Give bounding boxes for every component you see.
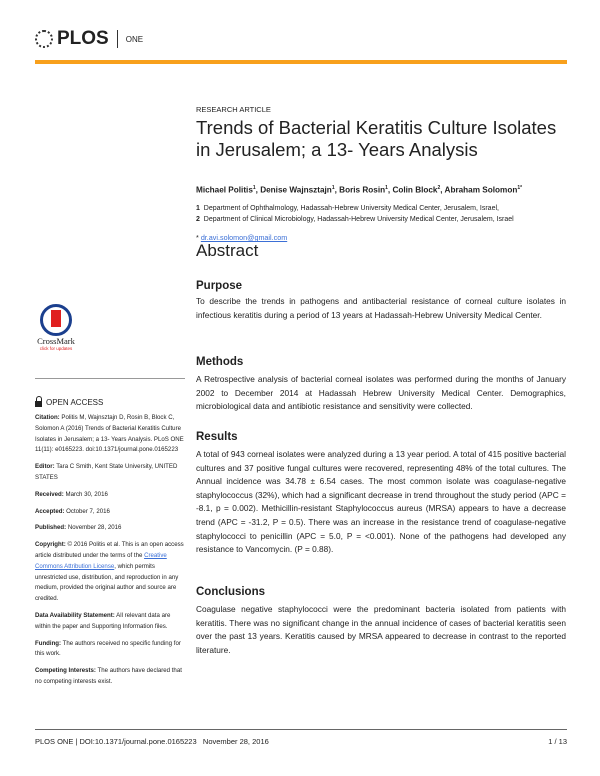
footer-divider	[35, 729, 567, 730]
section-heading: Methods	[196, 356, 244, 368]
author-sup: 1	[385, 185, 388, 191]
article-title: Trends of Bacterial Keratitis Culture Isolates in Jerusalem; a 13- Years Analysis	[196, 117, 557, 160]
citation: Citation: Politis M, Wajnsztajn D, Rosin B, Block C, Solomon A (2016) Trends of Bacterial Keratitis Culture Isolates in Jerusalem; a 13- Years Analysis. PLoS ONE 11(11): e0165223. doi:10.1371/journal.pone.0165223	[35, 414, 184, 454]
affiliation: 1 Department of Ophthalmology, Hadassah-Hebrew University Medical Center, Jerusalem, Israel,	[196, 205, 499, 212]
section-heading: Conclusions	[196, 586, 266, 598]
competing-interests: Competing Interests: The authors have declared that no competing interests exist.	[35, 667, 182, 685]
received: Received: March 30, 2016	[35, 490, 108, 498]
author: Michael Politis	[196, 185, 253, 195]
author-sup: 1	[331, 185, 335, 191]
article-info	[35, 413, 185, 688]
editor: Editor: Tara C Smith, Kent State University, UNITED STATES	[35, 463, 178, 481]
crossmark-badge[interactable]	[36, 304, 76, 351]
section-heading: Results	[196, 431, 238, 443]
section-heading: Purpose	[196, 280, 243, 292]
copyright: Copyright: © 2016 Politis et al. This is an open access article distributed under the terms of the Creative Commons Attribution License, which permits unrestricted use, distribution, and reproduction in any medium, provided the original author and source are credited.	[35, 541, 184, 603]
crossmark-label: CrossMark	[37, 336, 75, 346]
corresponding-email: * dr.avi.solomon@gmail.com	[196, 233, 288, 242]
article-type: RESEARCH ARTICLE	[196, 105, 271, 114]
plos-logo-icon	[35, 30, 53, 48]
author: Abraham Solomon	[444, 185, 518, 195]
abstract-heading: Abstract	[196, 241, 259, 260]
author-list: Michael Politis$^1$, Denise Wajnsztajn$^1$, Boris Rosin$^1$, Colin Block$^2$, Abraham Solomon$^{1*}$	[196, 185, 523, 195]
header-bar	[35, 60, 567, 64]
divider	[35, 378, 185, 379]
email-link[interactable]: dr.avi.solomon@gmail.com	[200, 233, 288, 242]
section-text: A Retrospective analysis of bacterial corneal isolates was performed during the months of January 2002 to December 2014 at Hadassah Hebrew University Medical Center. Demographics, microbiological data and antibiotic resistance and sensitivity were collected.	[196, 374, 566, 412]
logo-divider	[117, 30, 118, 48]
affiliation: 2 Department of Clinical Microbiology, Hadassah-Hebrew University Medical Center, Jerusalem, Israel	[196, 216, 514, 223]
logo-text: PLOS	[57, 28, 109, 49]
funding: Funding: The authors received no specific funding for this work.	[35, 639, 181, 658]
author: Colin Block	[392, 185, 438, 195]
published: Published: November 28, 2016	[35, 524, 122, 532]
author-sup: 2	[437, 185, 441, 191]
data-availability: Data Availability Statement: All relevant data are within the paper and Supporting Information files.	[35, 611, 171, 630]
section-text: A total of 943 corneal isolates were analyzed during a 13 year period. A total of 415 positive bacterial cultures and 37 positive fungal cultures were recovered, representing 48% of the total cultures. The Annual incidence was 34.78 ± 6.54 cases. The most common isolate was coagulase-negative staphylococcus (32%), which had a significant decrease in trend throughout the study period (APC = -8.1, p = 0.002). Methicillin-resistant Staphylococcus aureus (MRSA) appears to have a decrease trend (APC = -31.2, P = 0.5). There was an increase in the resistance trend of coagulase-negative staphylococci to penicillin (APC = 5.0, P = <0.001). None of the pathogens had developed any resistance to Vancomycin. (P = 0.88).	[196, 449, 566, 555]
page-number: 1 / 13	[548, 737, 567, 746]
unlock-icon	[35, 401, 42, 407]
section-text: Coagulase negative staphylococci were the predominant bacteria isolated from patients with keratitis. There was no significant change in the annual incidence of cases of bacterial keratitis seen over the past 13 years. Keratitis caused by MRSA appeared to decrease in contrast to the reported literature.	[196, 604, 566, 655]
author: Boris Rosin	[339, 185, 386, 195]
crossmark-icon	[40, 304, 72, 336]
journal-name: ONE	[125, 34, 144, 44]
author-sup: 1	[252, 185, 256, 191]
plos-one-logo[interactable]	[35, 28, 143, 50]
author-sup: 1*	[517, 185, 523, 191]
section-text: To describe the trends in pathogens and antibacterial resistance of corneal culture isolates in infectious keratitis during a period of 13 years at Hadassah-Hebrew University Medical Center.	[196, 296, 566, 320]
open-access	[35, 397, 103, 407]
license-link[interactable]: Creative Commons Attribution License	[35, 551, 167, 570]
footer-doi: PLOS ONE | DOI:10.1371/journal.pone.0165223 November 28, 2016	[35, 737, 269, 746]
author: Denise Wajnsztajn	[260, 185, 332, 195]
crossmark-sub: click for updates	[39, 346, 73, 351]
open-access-label: OPEN ACCESS	[46, 397, 104, 407]
accepted: Accepted: October 7, 2016	[35, 507, 110, 515]
